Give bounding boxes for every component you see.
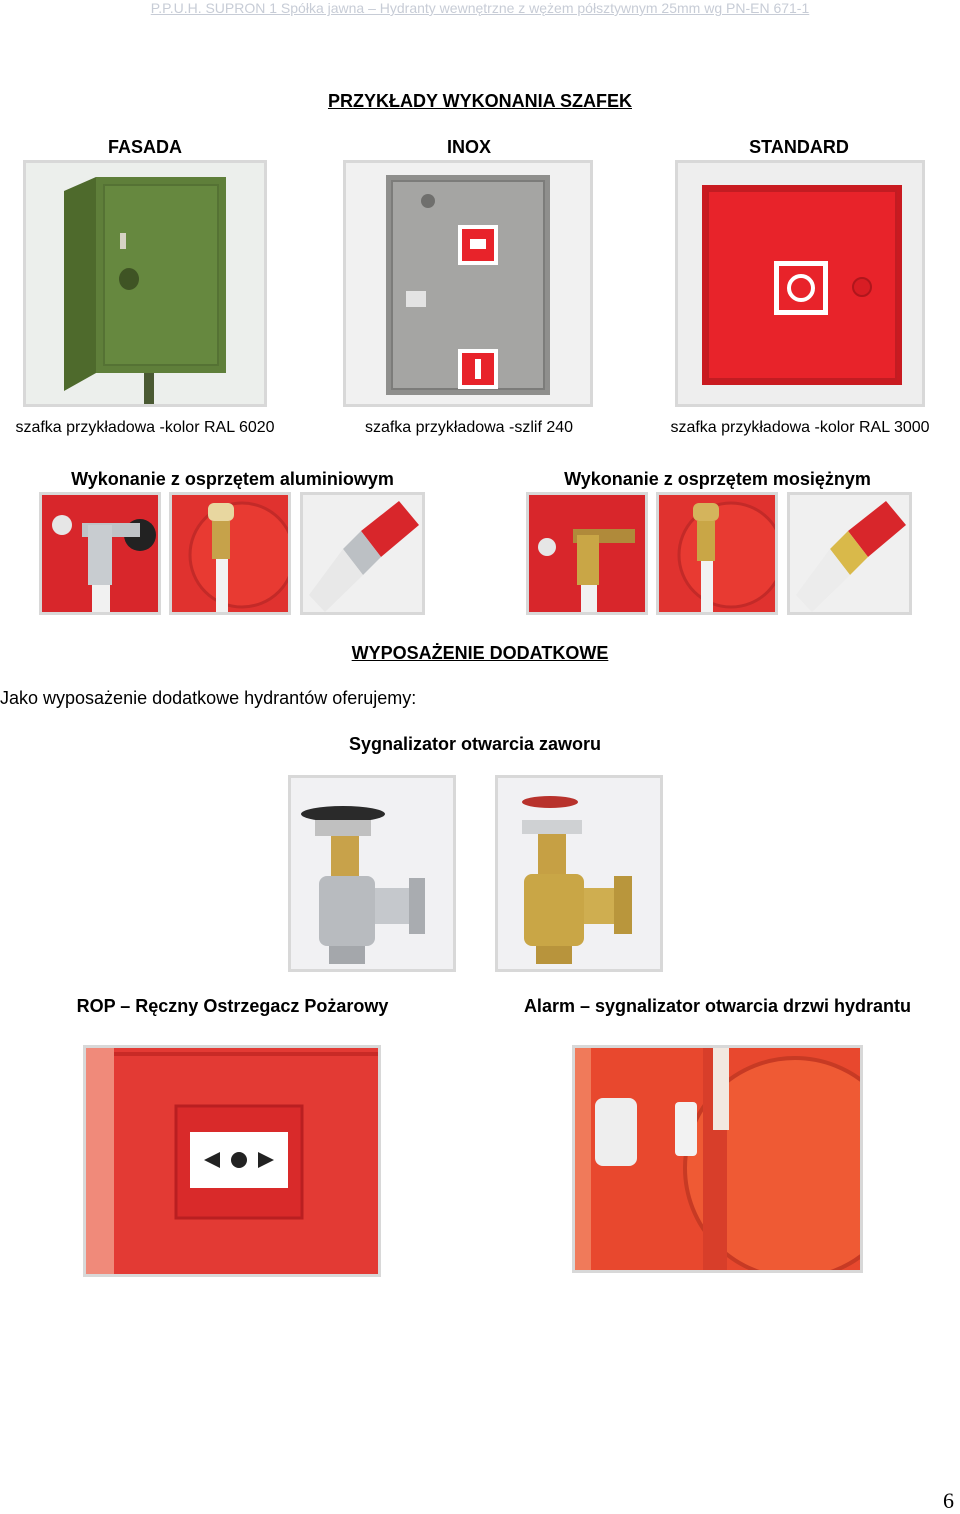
- accessories-intro: Jako wyposażenie dodatkowe hydrantów oferujemy:: [0, 688, 417, 708]
- page-number: 6: [943, 1488, 954, 1513]
- photo-fasada-cabinet: [23, 160, 267, 407]
- photo-aluminium-nozzle: [300, 492, 425, 615]
- caption-inox: szafka przykładowa -szlif 240: [364, 419, 574, 436]
- photo-rop-call-point: [83, 1045, 381, 1277]
- photo-brass-swivel: [656, 492, 778, 615]
- section-title-cabinets: PRZYKŁADY WYKONANIA SZAFEK: [327, 91, 632, 111]
- photo-valve-signal-brass: [495, 775, 663, 972]
- running-header: P.P.U.H. SUPRON 1 Spółka jawna – Hydranty wewnętrzne z wężem półsztywnym 25mm wg PN-EN 671-1: [150, 0, 810, 16]
- heading-rop: ROP – Ręczny Ostrzegacz Pożarowy: [76, 996, 389, 1016]
- section-title-accessories: WYPOSAŻENIE DODATKOWE: [351, 643, 609, 663]
- heading-fasada: FASADA: [107, 137, 182, 157]
- photo-brass-valve: [526, 492, 648, 615]
- caption-fasada: szafka przykładowa -kolor RAL 6020: [15, 419, 275, 436]
- heading-standard: STANDARD: [749, 137, 849, 157]
- photo-aluminium-valve: [39, 492, 161, 615]
- photo-valve-signal-aluminium: [288, 775, 456, 972]
- photo-door-alarm: [572, 1045, 863, 1273]
- heading-inox: INOX: [446, 137, 491, 157]
- caption-standard: szafka przykładowa -kolor RAL 3000: [670, 419, 930, 436]
- heading-alarm: Alarm – sygnalizator otwarcia drzwi hydrantu: [523, 996, 912, 1016]
- photo-standard-cabinet: [675, 160, 925, 407]
- photo-inox-cabinet: [343, 160, 593, 407]
- heading-brass-fittings: Wykonanie z osprzętem mosiężnym: [564, 469, 871, 489]
- photo-aluminium-swivel: [169, 492, 291, 615]
- heading-aluminium-fittings: Wykonanie z osprzętem aluminiowym: [71, 469, 394, 489]
- heading-valve-signal: Sygnalizator otwarcia zaworu: [348, 734, 602, 754]
- photo-brass-nozzle: [787, 492, 912, 615]
